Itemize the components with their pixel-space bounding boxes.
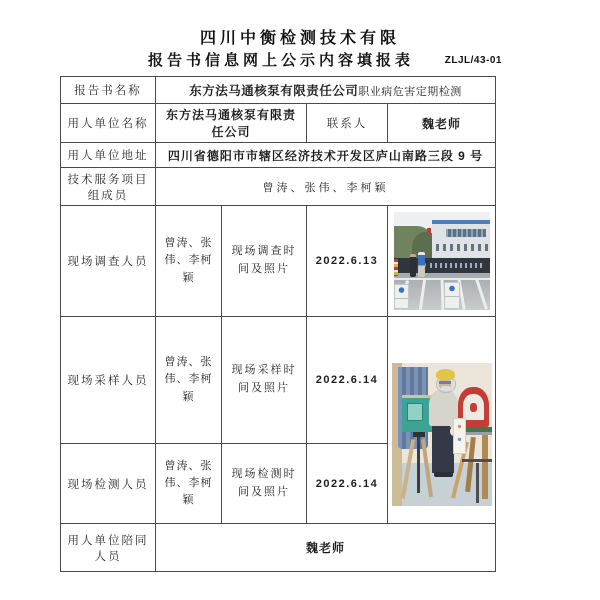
form-title: 报告书信息网上公示内容填报表 bbox=[147, 52, 414, 69]
site-survey-label: 现场调查人员 bbox=[61, 206, 156, 317]
report-name-suffix: 职业病危害定期检测 bbox=[358, 85, 462, 98]
project-team-members: 曾涛、张伟、李柯颖 bbox=[156, 168, 496, 206]
sampling-testing-photo bbox=[392, 363, 492, 506]
employer-address-value: 四川省德阳市市辖区经济技术开发区庐山南路三段 9 号 bbox=[156, 143, 496, 168]
form-title-row bbox=[60, 49, 502, 69]
employer-address-row bbox=[61, 143, 496, 168]
staff-person-blue-shape bbox=[418, 252, 425, 277]
site-survey-photo bbox=[394, 212, 490, 310]
org-title: 四川中衡检测技术有限 bbox=[199, 30, 400, 47]
report-name-company: 东方法马通核泵有限责任公司 bbox=[189, 83, 359, 98]
escort-value: 魏老师 bbox=[156, 524, 496, 572]
project-team-label: 技术服务项目组成员 bbox=[61, 168, 156, 206]
building-sign-shape bbox=[446, 229, 486, 237]
employer-name-label: 用人单位名称 bbox=[61, 104, 156, 143]
site-sampling-date: 2022.6.14 bbox=[307, 317, 388, 444]
hanging-panel-shape bbox=[453, 418, 466, 454]
contact-label: 联系人 bbox=[307, 104, 388, 143]
metal-frame-shape bbox=[476, 463, 479, 503]
doc-code: ZLJL/43-01 bbox=[444, 55, 502, 66]
report-name-label: 报告书名称 bbox=[61, 77, 156, 104]
report-name-row bbox=[61, 77, 496, 104]
colored-post-shape bbox=[394, 259, 398, 276]
site-sampling-members: 曾涛、张伟、李柯颖 bbox=[156, 317, 222, 444]
project-team-row bbox=[61, 168, 496, 206]
info-table bbox=[60, 76, 496, 572]
sampling-testing-photo-cell bbox=[388, 317, 496, 524]
tripod-pole-shape bbox=[417, 437, 420, 493]
red-machine-detail-shape bbox=[470, 403, 477, 412]
employer-address-label: 用人单位地址 bbox=[61, 143, 156, 168]
site-survey-time-label: 现场调查时间及照片 bbox=[222, 206, 307, 317]
escort-label: 用人单位陪同人员 bbox=[61, 524, 156, 572]
site-survey-row bbox=[61, 206, 496, 317]
a-frame-sign-shape bbox=[394, 284, 409, 309]
site-testing-date: 2022.6.14 bbox=[307, 444, 388, 524]
site-sampling-row bbox=[61, 317, 496, 444]
site-survey-photo-cell bbox=[388, 206, 496, 317]
worker-hard-hat-shape bbox=[436, 369, 455, 380]
report-name-value bbox=[156, 77, 496, 104]
escort-row bbox=[61, 524, 496, 572]
site-sampling-label: 现场采样人员 bbox=[61, 317, 156, 444]
site-survey-members: 曾涛、张伟、李柯颖 bbox=[156, 206, 222, 317]
site-sampling-time-label: 现场采样时间及照片 bbox=[222, 317, 307, 444]
site-testing-time-label: 现场检测时间及照片 bbox=[222, 444, 307, 524]
instrument-screen-shape bbox=[407, 403, 423, 421]
a-frame-sign-shape bbox=[444, 282, 460, 309]
building-windows-shape bbox=[436, 244, 488, 251]
wood-leg-shape bbox=[482, 435, 488, 499]
staff-person-dark-shape bbox=[410, 254, 416, 277]
employer-name-value: 东方法马通核泵有限责任公司 bbox=[156, 104, 307, 143]
employer-name-row bbox=[61, 104, 496, 143]
worker-shoes-shape bbox=[434, 472, 453, 477]
gate-sign-text-shape bbox=[430, 263, 482, 268]
site-testing-label: 现场检测人员 bbox=[61, 444, 156, 524]
red-flag-shape bbox=[427, 228, 431, 233]
metal-frame-shape bbox=[462, 459, 492, 462]
site-testing-members: 曾涛、张伟、李柯颖 bbox=[156, 444, 222, 524]
factory-building-shape bbox=[432, 220, 490, 260]
site-survey-date: 2022.6.13 bbox=[307, 206, 388, 317]
contact-value: 魏老师 bbox=[388, 104, 496, 143]
